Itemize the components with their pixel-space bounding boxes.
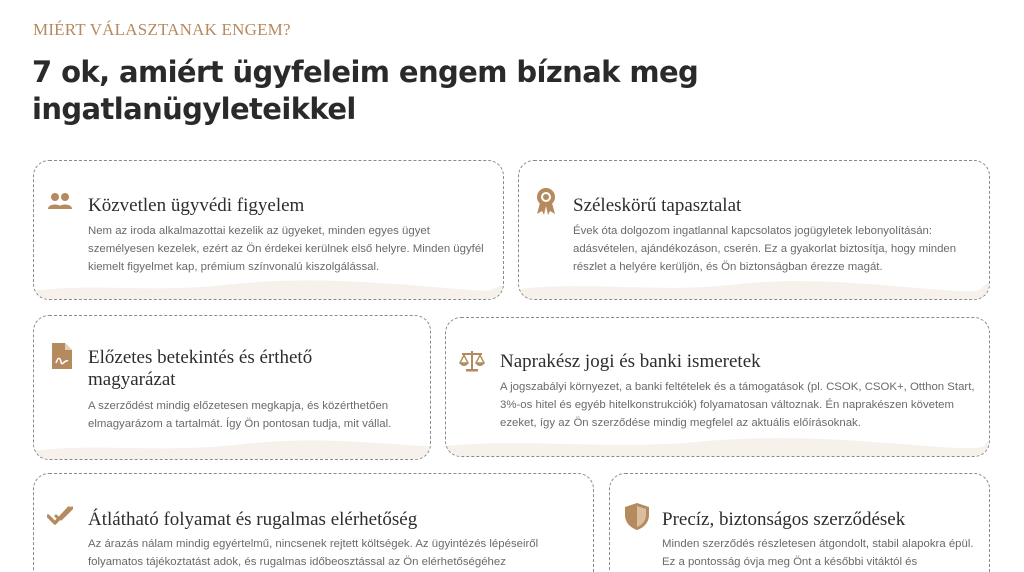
card-description: Évek óta dolgozom ingatlannal kapcsolatos jogügyletek lebonyolításán: adásvételen, ajándékozáson, cserén. Ez a gyakorlat biztosítja, hogy minden részlet a helyére kerüljön, és Ön biztonságban érezze magát. xyxy=(573,225,957,273)
card-title: Naprakész jogi és banki ismeretek xyxy=(500,351,761,372)
card-wave-decoration xyxy=(446,430,990,456)
award-icon xyxy=(533,188,559,214)
card-description: Minden szerződés részletesen átgondolt, stabil alapokra épül. Ez a pontosság óvja meg Önt a későbbi vitáktól és xyxy=(662,538,974,568)
card-title: Precíz, biztonságos szerződések xyxy=(662,509,906,530)
feature-card-preview-explanation xyxy=(33,315,431,460)
double-check-icon xyxy=(47,503,73,529)
section-headline: 7 ok, amiért ügyfeleim engem bíznak meg ingatlanügyleteikkel xyxy=(32,55,699,126)
card-wave-decoration xyxy=(34,433,431,459)
card-description: Az árazás nálam mindig egyértelmű, nincsenek rejtett költségek. Az ügyintézés lépéseiről folyamatos tájékoztatást adok, és rugalmas időbeosztással az Ön elérhetőségéhez xyxy=(88,538,539,568)
shield-icon xyxy=(624,503,650,529)
section-eyebrow: MIÉRT VÁLASZTANAK ENGEM? xyxy=(33,20,291,39)
card-title: Széleskörű tapasztalat xyxy=(573,195,742,216)
feature-card-secure-contracts xyxy=(609,473,990,572)
card-description: Nem az iroda alkalmazottai kezelik az ügyeket, minden egyes ügyet személyesen kezelek, ezért az Ön érdekei kerülnek első helyre. Minden ügyfél kiemelt figyelmet kap, prémium színvonalú kiszolgálással. xyxy=(88,225,484,273)
scale-icon xyxy=(459,348,485,374)
card-description: A jogszabályi környezet, a banki feltételek és a támogatások (pl. CSOK, CSOK+, Otthon Start, 3%-os hitel és egyéb hitelkonstrukciók) folyamatosan változnak. Én naprakészen követem ezeket, így az Ön szerződése mindig megfelel az aktuális előírásoknak. xyxy=(500,381,975,429)
card-title: Közvetlen ügyvédi figyelem xyxy=(88,195,305,216)
card-wave-decoration xyxy=(34,273,504,299)
card-title: Előzetes betekintés és érthető magyarázat xyxy=(88,347,313,390)
card-title: Átlátható folyamat és rugalmas elérhetőség xyxy=(88,509,418,530)
feature-card-transparent-process xyxy=(33,473,594,572)
feature-card-experience xyxy=(518,160,990,300)
users-icon xyxy=(47,189,73,215)
card-description: A szerződést mindig előzetesen megkapja, és közérthetően elmagyarázom a tartalmát. Így Ön pontosan tudja, mit vállal. xyxy=(88,400,392,430)
document-icon xyxy=(49,343,75,369)
card-wave-decoration xyxy=(519,273,989,299)
feature-card-legal-banking-knowledge xyxy=(445,317,990,457)
feature-card-direct-attention xyxy=(33,160,504,300)
